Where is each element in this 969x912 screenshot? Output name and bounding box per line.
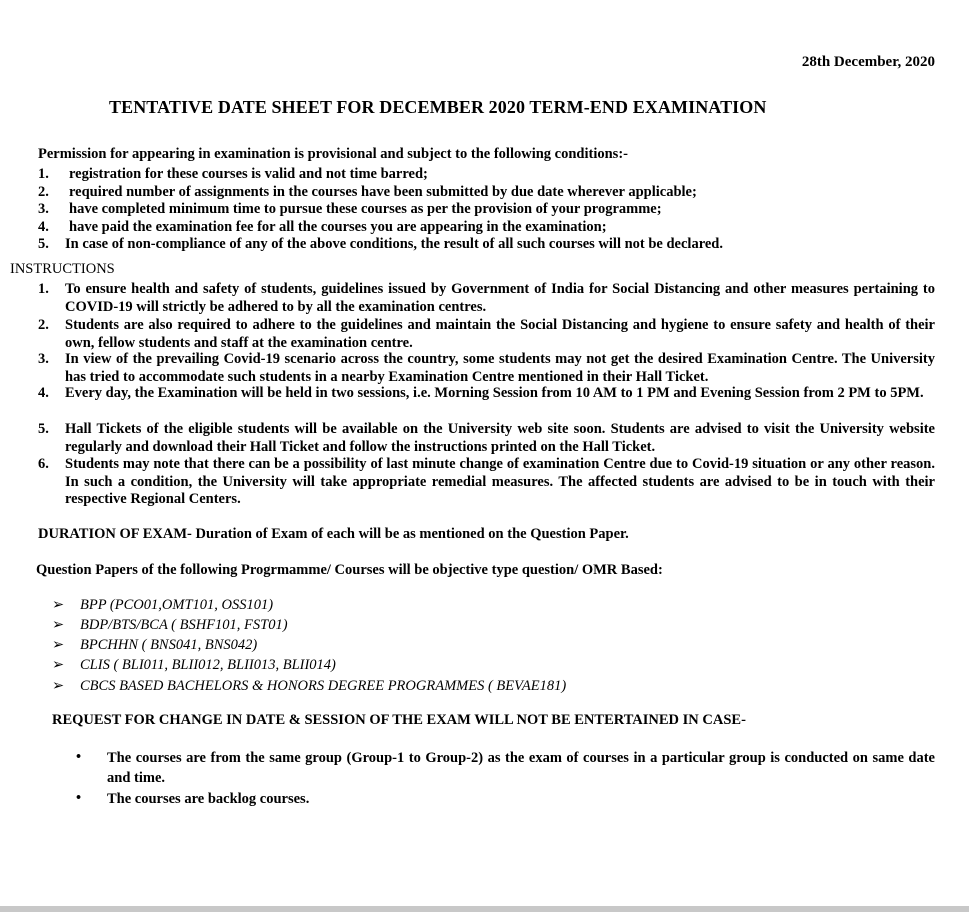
duration-text: Duration of Exam of each will be as mentioned on the Question Paper. bbox=[191, 526, 629, 542]
condition-text: have completed minimum time to pursue these courses as per the provision of your programme; bbox=[69, 201, 662, 217]
omr-course-text: BPCHHN ( BNS041, BNS042) bbox=[80, 637, 258, 653]
document-date: 28th December, 2020 bbox=[801, 54, 935, 70]
arrow-bullet-icon: ➢ bbox=[52, 657, 65, 673]
instruction-item bbox=[38, 351, 935, 386]
instruction-number: 4. bbox=[38, 385, 49, 401]
request-point-text: The courses are backlog courses. bbox=[107, 791, 310, 807]
omr-course-text: BPP (PCO01,OMT101, OSS101) bbox=[80, 597, 274, 613]
omr-course-text: CLIS ( BLI011, BLII012, BLII013, BLII014) bbox=[80, 657, 336, 673]
arrow-bullet-icon: ➢ bbox=[52, 597, 65, 613]
condition-number: 3. bbox=[38, 201, 49, 217]
request-point-text: The courses are from the same group (Group-1 to Group-2) as the exam of courses in a particular group is conducted on same date and time. bbox=[107, 750, 935, 786]
condition-number: 1. bbox=[38, 166, 49, 182]
conditions-intro: Permission for appearing in examination is provisional and subject to the following conditions:- bbox=[38, 146, 628, 162]
request-point bbox=[76, 790, 935, 810]
arrow-bullet-icon: ➢ bbox=[52, 678, 65, 694]
instruction-number: 1. bbox=[38, 281, 49, 297]
instruction-item bbox=[38, 317, 935, 352]
instruction-text: Students may note that there can be a possibility of last minute change of examination Centre due to Covid-19 situation or any other reason. In such a condition, the University will take appropriate remedial measures. The affected students are advised to be in touch with their respective Regional Centers. bbox=[65, 456, 935, 507]
condition-text: registration for these courses is valid and not time barred; bbox=[69, 166, 428, 182]
instruction-item bbox=[38, 421, 935, 456]
instruction-item bbox=[38, 281, 935, 316]
document-title: TENTATIVE DATE SHEET FOR DECEMBER 2020 TERM-END EXAMINATION bbox=[109, 97, 767, 117]
bullet-icon: • bbox=[76, 749, 82, 765]
condition-text: required number of assignments in the courses have been submitted by due date wherever applicable; bbox=[69, 184, 697, 200]
duration-note bbox=[38, 526, 629, 544]
instruction-text: Every day, the Examination will be held in two sessions, i.e. Morning Session from 10 AM to 1 PM and Evening Session from 2 PM to 5PM. bbox=[65, 385, 924, 401]
request-point bbox=[76, 749, 935, 788]
arrow-bullet-icon: ➢ bbox=[52, 637, 65, 653]
request-heading: REQUEST FOR CHANGE IN DATE & SESSION OF THE EXAM WILL NOT BE ENTERTAINED IN CASE- bbox=[52, 712, 746, 728]
instruction-item bbox=[38, 385, 935, 403]
omr-course-text: CBCS BASED BACHELORS & HONORS DEGREE PROGRAMMES ( BEVAE181) bbox=[80, 678, 567, 694]
instruction-text: In view of the prevailing Covid-19 scenario across the country, some students may not get the desired Examination Centre. The University has tried to accommodate such students in a nearby Examination Centre mentioned in their Hall Ticket. bbox=[65, 351, 935, 385]
omr-heading: Question Papers of the following Progrmamme/ Courses will be objective type question/ OMR Based: bbox=[36, 562, 663, 578]
bullet-icon: • bbox=[76, 790, 82, 806]
omr-course-text: BDP/BTS/BCA ( BSHF101, FST01) bbox=[80, 617, 288, 633]
instruction-item bbox=[38, 456, 935, 509]
condition-text: In case of non-compliance of any of the above conditions, the result of all such courses will not be declared. bbox=[65, 236, 724, 252]
condition-number: 4. bbox=[38, 219, 49, 235]
condition-text: have paid the examination fee for all the courses you are appearing in the examination; bbox=[69, 219, 607, 235]
instructions-heading: INSTRUCTIONS bbox=[10, 261, 115, 277]
condition-number: 2. bbox=[38, 184, 49, 200]
instruction-number: 5. bbox=[38, 421, 49, 437]
instruction-text: Students are also required to adhere to the guidelines and maintain the Social Distancing and hygiene to ensure safety and health of their own, fellow students and staff at the examination centre. bbox=[65, 317, 935, 351]
arrow-bullet-icon: ➢ bbox=[52, 617, 65, 633]
instruction-number: 2. bbox=[38, 317, 49, 333]
instruction-text: To ensure health and safety of students, guidelines issued by Government of India for Social Distancing and other measures pertaining to COVID-19 will strictly be adhered to by all the examination centres. bbox=[65, 281, 935, 315]
instruction-text: Hall Tickets of the eligible students will be available on the University web site soon. Students are advised to visit the University website regularly and download their Hall Ticket and follow the instructions printed on the Hall Ticket. bbox=[65, 421, 935, 455]
instruction-number: 6. bbox=[38, 456, 49, 472]
duration-label: DURATION OF EXAM- bbox=[38, 526, 192, 542]
condition-number: 5. bbox=[38, 236, 49, 252]
instruction-number: 3. bbox=[38, 351, 49, 367]
page-bottom-divider bbox=[0, 906, 969, 912]
